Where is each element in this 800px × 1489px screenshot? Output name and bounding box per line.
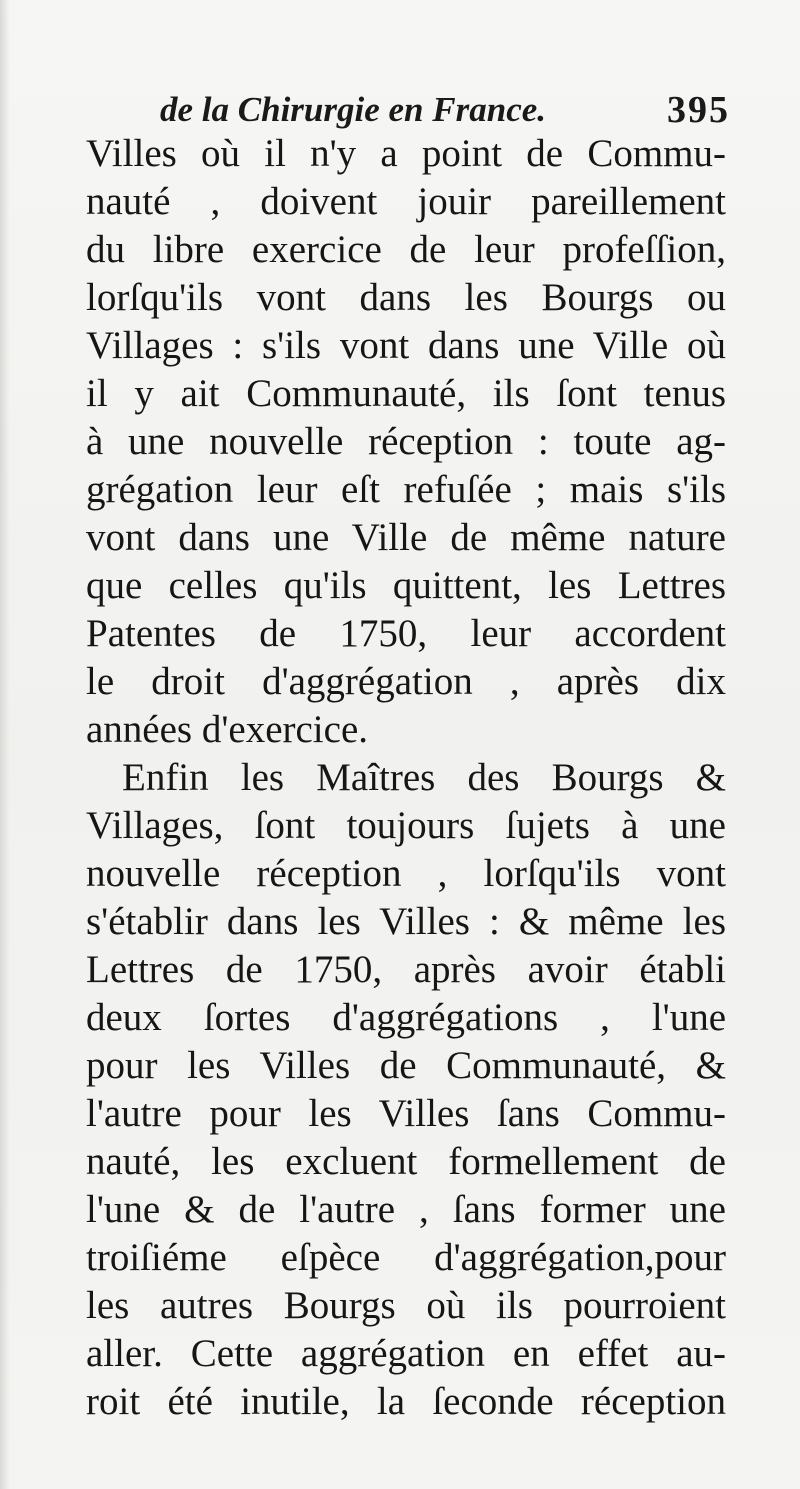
text-line: deux ſortes d'aggrégations , l'une	[86, 996, 726, 1039]
text-line: Villages : s'ils vont dans une Ville où	[86, 324, 726, 367]
text-line: l'autre pour les Villes ſans Commu-	[86, 1092, 726, 1135]
text-line: lorſqu'ils vont dans les Bourgs ou	[86, 276, 726, 319]
body-text	[86, 130, 726, 1426]
text-line: troiſiéme eſpèce d'aggrégation,pour	[86, 1236, 726, 1279]
text-line: le droit d'aggrégation , après dix	[86, 660, 726, 703]
text-line: il y ait Communauté, ils ſont tenus	[86, 372, 726, 415]
text-line: Lettres de 1750, après avoir établi	[86, 948, 726, 991]
text-line: du libre exercice de leur profeſſion,	[86, 228, 726, 271]
text-line: Villages, ſont toujours ſujets à une	[86, 804, 726, 847]
text-line: vont dans une Ville de même nature	[86, 516, 726, 559]
running-title: de la Chirurgie en France.	[160, 90, 547, 129]
text-line: nauté, les excluent formellement de	[86, 1140, 726, 1183]
text-line: les autres Bourgs où ils pourroient	[86, 1284, 726, 1327]
text-line: Patentes de 1750, leur accordent	[86, 612, 726, 655]
text-line: nauté , doivent jouir pareillement	[86, 180, 726, 223]
text-line: Villes où il n'y a point de Commu-	[86, 132, 726, 175]
text-line: pour les Villes de Communauté, &	[86, 1044, 726, 1087]
text-line: à une nouvelle réception : toute ag-	[86, 420, 726, 463]
text-line: grégation leur eſt refuſée ; mais s'ils	[86, 468, 726, 511]
page-gutter-shadow	[0, 0, 10, 1489]
text-line: roit été inutile, la ſeconde réception	[86, 1380, 726, 1423]
page-number: 395	[667, 89, 730, 131]
paragraph-end-line: années d'exercice.	[86, 708, 369, 751]
text-line: s'établir dans les Villes : & même les	[86, 900, 726, 943]
text-line: nouvelle réception , lorſqu'ils vont	[86, 852, 726, 895]
paragraph-start-line: Enfin les Maîtres des Bourgs &	[122, 756, 726, 799]
text-line: aller. Cette aggrégation en effet au-	[86, 1332, 726, 1375]
text-line: que celles qu'ils quittent, les Lettres	[86, 564, 726, 607]
text-line: l'une & de l'autre , ſans former une	[86, 1188, 726, 1231]
